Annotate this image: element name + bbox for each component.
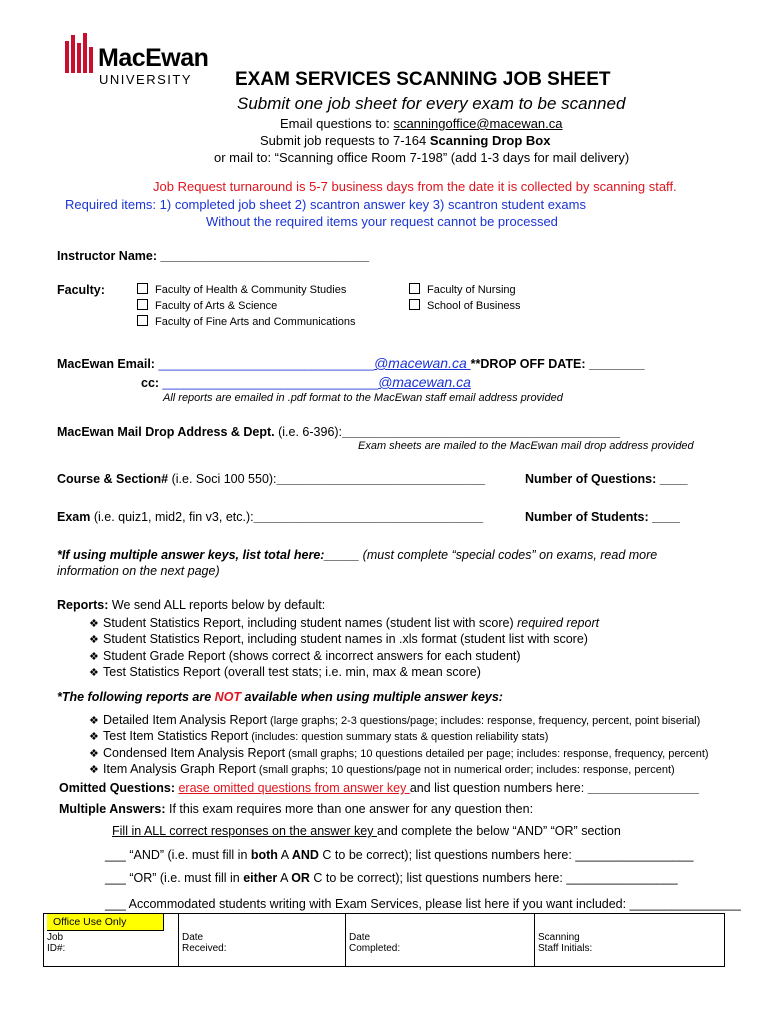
mail-drop-field[interactable]: ________________________________________ (342, 425, 621, 439)
faculty-option-label: Faculty of Health & Community Studies (155, 284, 347, 296)
macewan-crest-icon (65, 33, 93, 73)
advanced-report-desc: (includes: question summary stats & question reliability stats) (248, 731, 549, 743)
email-questions-line (280, 116, 563, 131)
and-field[interactable]: _________________ (575, 848, 694, 862)
logo-subtitle: UNIVERSITY (99, 72, 193, 87)
num-questions-field[interactable]: ____ (659, 472, 688, 486)
cc-label: cc: (141, 376, 163, 390)
advanced-report-name: Detailed Item Analysis Report (103, 713, 267, 727)
or-row (105, 871, 678, 885)
diamond-bullet-icon: ❖ (89, 731, 99, 743)
cc-field[interactable]: _______________________________ (162, 376, 379, 390)
faculty-label: Faculty: (57, 283, 105, 297)
report-item-label: Student Grade Report (shows correct & incorrect answers for each student) (103, 649, 521, 663)
diamond-bullet-icon: ❖ (89, 618, 99, 630)
instructor-row (57, 249, 369, 263)
without-required: Without the required items your request cannot be processed (206, 214, 558, 229)
required-items: Required items: 1) completed job sheet 2) scantron answer key 3) scantron student exams (65, 197, 586, 212)
and-mid: A (277, 848, 292, 862)
advanced-report-desc: (small graphs; 10 questions detailed per page; includes: response, frequency, percent) (285, 748, 709, 760)
multiple-keys-label[interactable]: *If using multiple answer keys, list total here:_____ (57, 548, 360, 562)
report-item (89, 665, 481, 679)
advanced-report-item (89, 713, 700, 727)
accommodated-label[interactable]: ___ Accommodated students writing with Exam Services, please list here if you want included: (105, 897, 630, 911)
report-item-label: Student Statistics Report, including student names (student list with score) (103, 616, 518, 630)
fill-instruction (112, 824, 621, 838)
mail-drop-note: Exam sheets are mailed to the MacEwan mail drop address provided (358, 440, 694, 452)
diamond-bullet-icon: ❖ (89, 715, 99, 727)
or-keyword: OR (291, 871, 310, 885)
course-example: (i.e. Soci 100 550): (168, 472, 277, 486)
reports-row (57, 598, 325, 612)
omitted-row (59, 781, 699, 795)
email-domain: @macewan.ca (373, 355, 471, 371)
scanning-email-link[interactable]: scanningoffice@macewan.ca (393, 116, 563, 131)
diamond-bullet-icon: ❖ (89, 634, 99, 646)
faculty-option[interactable] (137, 299, 277, 312)
exam-row (57, 510, 483, 524)
num-students-row (525, 510, 680, 524)
advanced-report-item (89, 762, 675, 776)
instructor-name-field[interactable]: ______________________________ (160, 249, 370, 263)
email-field[interactable]: _______________________________ (158, 357, 374, 371)
omitted-instruction: erase omitted questions from answer key (178, 781, 410, 795)
not-available-pre: *The following reports are (57, 690, 215, 704)
exam-example: (i.e. quiz1, mid2, fin v3, etc.): (90, 510, 254, 524)
mail-drop-example: (i.e. 6-396): (274, 425, 343, 439)
faculty-option-label: Faculty of Nursing (427, 284, 516, 296)
advanced-report-name: Test Item Statistics Report (103, 729, 249, 743)
report-item (89, 632, 588, 646)
cc-domain: @macewan.ca (378, 374, 471, 390)
diamond-bullet-icon: ❖ (89, 748, 99, 760)
or-pre[interactable]: ___ “OR” (i.e. must fill in (105, 871, 244, 885)
submit-prefix: Submit job requests to 7-164 (260, 133, 430, 148)
office-cell-date-completed[interactable] (346, 914, 535, 967)
num-questions-row (525, 472, 688, 486)
report-item (89, 649, 521, 663)
not-available-post: available when using multiple answer keys: (241, 690, 503, 704)
cc-row (141, 374, 471, 390)
fill-instruction-underlined: Fill in ALL correct responses on the answer key (112, 824, 377, 838)
office-cell-label: Job ID#: (47, 932, 66, 954)
exam-field[interactable]: _________________________________ (253, 510, 484, 524)
and-row (105, 848, 694, 862)
faculty-option[interactable] (409, 283, 516, 296)
office-cell-staff-initials[interactable] (535, 914, 725, 967)
course-field[interactable]: ______________________________ (276, 472, 486, 486)
page-subtitle: Submit one job sheet for every exam to be scanned (237, 94, 626, 113)
advanced-report-item (89, 746, 709, 760)
advanced-report-name: Item Analysis Graph Report (103, 762, 256, 776)
accommodated-row (105, 897, 741, 911)
office-cell-label: Date Completed: (349, 932, 401, 954)
course-label: Course & Section# (57, 472, 169, 486)
and-both: both (250, 848, 278, 862)
email-row (57, 355, 645, 371)
exam-label: Exam (57, 510, 91, 524)
faculty-option-label: School of Business (427, 300, 521, 312)
multiple-answers-label: Multiple Answers: (59, 802, 166, 816)
accommodated-field[interactable]: ________________ (629, 897, 741, 911)
report-item (89, 616, 599, 630)
mail-drop-row (57, 425, 620, 439)
faculty-option[interactable] (137, 283, 346, 296)
office-use-label: Office Use Only (47, 914, 164, 931)
checkbox-icon[interactable] (137, 315, 148, 326)
diamond-bullet-icon: ❖ (89, 764, 99, 776)
mail-drop-label: MacEwan Mail Drop Address & Dept. (57, 425, 275, 439)
office-cell-label: Scanning Staff Initials: (538, 932, 593, 954)
submit-line (260, 133, 550, 148)
course-row (57, 472, 485, 486)
checkbox-icon[interactable] (137, 299, 148, 310)
email-label: MacEwan Email: (57, 357, 159, 371)
checkbox-icon[interactable] (409, 299, 420, 310)
reports-intro: We send ALL reports below by default: (108, 598, 326, 612)
and-post: C to be correct); list questions numbers here: (318, 848, 576, 862)
multiple-keys-row (57, 548, 657, 562)
diamond-bullet-icon: ❖ (89, 651, 99, 663)
diamond-bullet-icon: ❖ (89, 667, 99, 679)
not-available-heading (57, 690, 503, 704)
or-either: either (243, 871, 278, 885)
dropoff-date-field[interactable]: **DROP OFF DATE: ________ (470, 357, 645, 371)
fill-instruction-rest: and complete the below “AND” “OR” section (376, 824, 621, 838)
and-keyword: AND (291, 848, 319, 862)
macewan-logo (65, 33, 93, 76)
office-cell-label: Date Received: (182, 932, 227, 954)
turnaround-notice: Job Request turnaround is 5-7 business days from the date it is collected by scanning staff. (153, 179, 677, 194)
email-note: All reports are emailed in .pdf format to the MacEwan staff email address provided (163, 392, 563, 404)
logo-wordmark: MacEwan (98, 44, 209, 72)
faculty-option[interactable] (137, 315, 356, 328)
omitted-rest: and list question numbers here: (409, 781, 588, 795)
required-report-note: required report (517, 616, 600, 630)
faculty-option-label: Faculty of Fine Arts and Communications (155, 316, 356, 328)
advanced-report-item (89, 729, 548, 743)
omitted-label: Omitted Questions: (59, 781, 179, 795)
and-pre[interactable]: ___ “AND” (i.e. must fill in (105, 848, 251, 862)
num-questions-label: Number of Questions: (525, 472, 660, 486)
multiple-keys-note: (must complete “special codes” on exams, read more (359, 548, 658, 562)
advanced-report-desc: (large graphs; 2-3 questions/page; includes: response, frequency, percent, point biserial) (266, 715, 701, 727)
not-emphasis: NOT (214, 690, 242, 704)
office-cell-date-received[interactable] (179, 914, 346, 967)
advanced-report-name: Condensed Item Analysis Report (103, 746, 286, 760)
checkbox-icon[interactable] (137, 283, 148, 294)
mail-line: or mail to: “Scanning office Room 7-198” (add 1-3 days for mail delivery) (214, 150, 630, 165)
email-questions-prefix: Email questions to: (280, 116, 394, 131)
faculty-option[interactable] (409, 299, 521, 312)
num-students-field[interactable]: ____ (652, 510, 680, 524)
or-mid: A (277, 871, 292, 885)
advanced-report-desc: (small graphs; 10 questions/page not in numerical order; includes: response, percent) (255, 764, 675, 776)
report-item-label: Student Statistics Report, including student names in .xls format (student list with score) (103, 632, 588, 646)
num-students-label: Number of Students: (525, 510, 653, 524)
checkbox-icon[interactable] (409, 283, 420, 294)
multiple-answers-row (59, 802, 533, 816)
or-field[interactable]: ________________ (566, 871, 678, 885)
reports-label: Reports: (57, 598, 109, 612)
instructor-label: Instructor Name: (57, 249, 161, 263)
multiple-keys-note-2: information on the next page) (57, 564, 220, 578)
multiple-answers-rest: If this exam requires more than one answer for any question then: (165, 802, 534, 816)
faculty-option-label: Faculty of Arts & Science (155, 300, 278, 312)
page-title: EXAM SERVICES SCANNING JOB SHEET (235, 69, 611, 90)
omitted-field[interactable]: ________________ (587, 781, 699, 795)
report-item-label: Test Statistics Report (overall test stats; i.e. min, max & mean score) (103, 665, 481, 679)
drop-box-label: Scanning Drop Box (429, 133, 551, 148)
or-post: C to be correct); list questions numbers here: (309, 871, 567, 885)
